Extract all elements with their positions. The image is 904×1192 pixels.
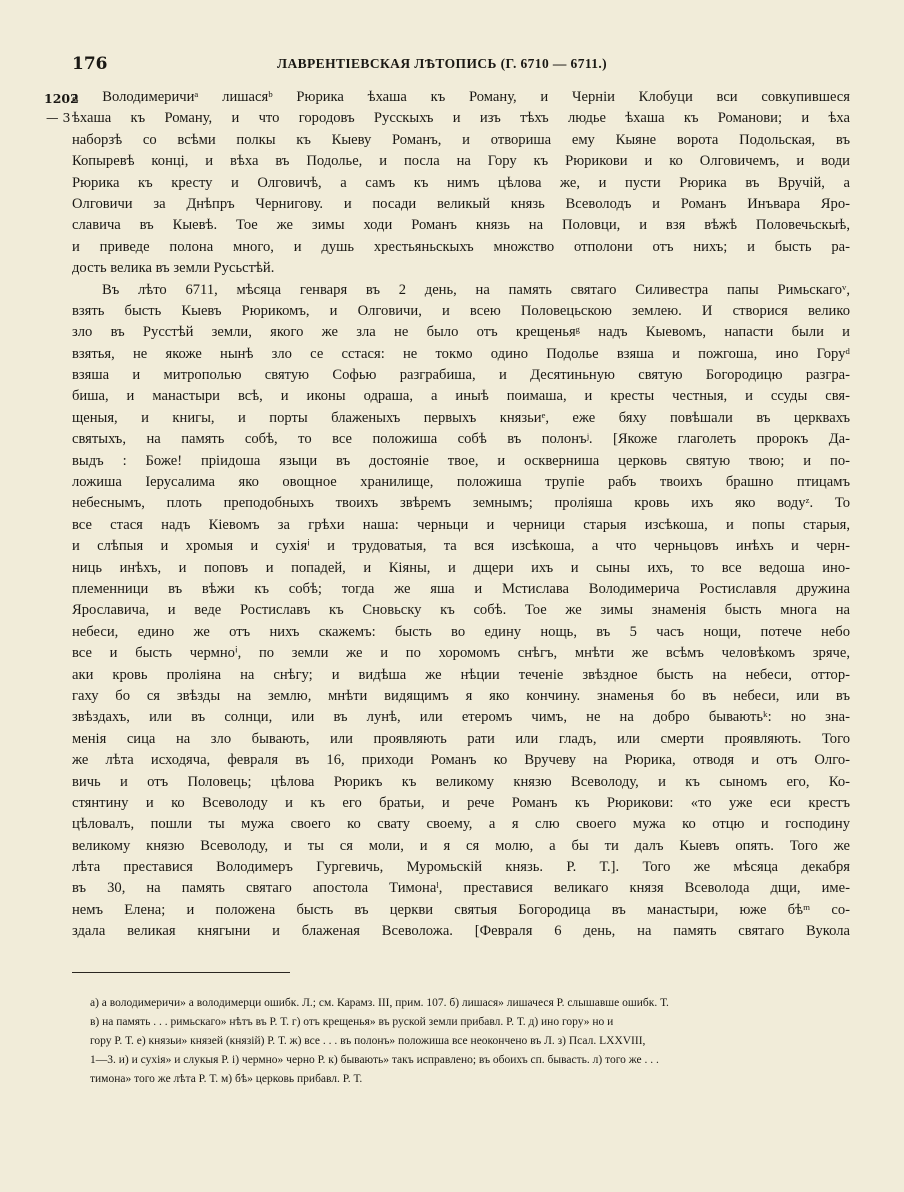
text-line: въ 30, на память святаго апостола Тимонаˡ, преставися великаго князя Всеволода дщи, име- — [72, 880, 850, 897]
footnote-line: в) на память . . . римьскаго» нѣтъ въ Р. Т. г) отъ крещенья» въ руской земли прибавл. Р. Т. д) ино гору» но и — [90, 1016, 614, 1028]
text-line: немъ Елена; и положена бысть въ церкви святыя Богородица въ манастыри, юже бѣᵐ со- — [72, 901, 850, 918]
text-line: менія сица на зло бывають, или проявляють рати или гладъ, или смерти проявляють. Того — [72, 730, 850, 747]
page-header — [72, 54, 852, 80]
text-line: Ярославича, и веде Ростиславъ къ Сновьску къ собѣ. Тое же зимы знаменія бысть многа на — [72, 602, 850, 619]
text-line: а Володимеричиᵃ лишасяᵇ Рюрика ѣхаша къ Роману, и Черніи Клобуци вси совкупившеся — [72, 89, 850, 105]
text-line: зло въ Русстѣй земли, якого же зла не было отъ крещеньяᵍ надъ Кыевомъ, напасти были и — [72, 324, 850, 341]
text-line: дость велика въ земли Русьстѣй. — [72, 260, 275, 277]
footnote-line: а) а володимеричи» а володимерци ошибк. Л.; см. Карамз. III, прим. 107. б) лишася» лишачеся Р. слышавше ошибк. Т. — [90, 997, 669, 1009]
text-line: аки кровь проліяна на снѣгу; и видѣша же нѣции теченіе звѣздное бысть на небеси, оттор- — [72, 666, 850, 683]
margin-year: 1202 — [44, 91, 79, 106]
text-line: ѣхаша къ Роману, и что городовъ Русскыхъ и изъ тѣхъ людье ѣхаша къ Романови; и ѣха — [72, 110, 850, 127]
footnote-divider — [72, 972, 290, 973]
text-line: взять бысть Кыевъ Рюрикомъ, и Олговичи, и всею Половецьскою землею. И створися велико — [72, 302, 850, 319]
text-line: стянтину и ко Всеволоду и къ его братьи, и рече Романъ къ Рюрикови: «то уже еси крестъ — [72, 794, 850, 811]
page-number: 176 — [72, 54, 108, 74]
text-line: же лѣта исходяча, февраля въ 16, приходи Романъ ко Вручеву на Рюрика, отводя и отъ Олго- — [72, 752, 850, 769]
running-title: ЛАВРЕНТІЕВСКАЯ ЛѢТОПИСЬ (Г. 6710 — 6711.) — [277, 56, 608, 71]
text-line: славича въ Кыевѣ. Тое же зимы ходи Романъ князь на Половци, и взя вѣжѣ Половечьскыѣ, — [72, 217, 850, 234]
text-line: звѣздахъ, или въ солнци, или въ лунѣ, или етеромъ чимъ, не на добро бываютьᵏ: но зна- — [72, 709, 850, 726]
text-line: Копыревѣ концi, и вѣха въ Подолье, и посла на Гору къ Рюрикови и ко Олговичемъ, и води — [72, 153, 850, 170]
text-line: святыхъ, на память собѣ, то все положиша собѣ въ полонъʲ. [Якоже глаголеть пророкъ Да- — [72, 431, 850, 448]
text-line: небеси, едино же отъ нихъ скажемъ: бысть во едину нощь, въ 5 часъ нощи, потече небо — [72, 623, 850, 640]
footnote-line: 1—3. и) и сухія» и слукыя Р. і) чермно» черно Р. к) бывають» такъ исправлено; въ обоихъ сп. бывасть. л) того же . . . — [90, 1054, 659, 1066]
text-line: взяша и митрополью святую Софью разграбиша, и Десятиньную святую Богородицю разгра- — [72, 367, 850, 384]
text-line: и приведе полона много, и душь хрестьяньскыхъ множство отполони отъ нихъ; и бысть ра- — [72, 238, 850, 255]
footnote-line: тимона» того же лѣта Р. Т. м) бѣ» церковь прибавл. Р. Т. — [90, 1073, 363, 1085]
text-line: все стася надъ Кіевомъ за грѣхи наша: черньци и черници старыя изсѣкоша, и попы старыя, — [72, 516, 850, 533]
text-line: и слѣпыя и хромыя и сухіяⁱ и трудоватыя, та вся изсѣкоша, а что черньцовъ инѣхъ и черн- — [72, 538, 850, 555]
text-line: великому князю Всеволоду, и ты ся моли, и я ся молю, а бы ти далъ Кыевъ опять. Того же — [72, 837, 850, 854]
text-line: ложиша Іерусалима яко овощное хранилище, положиша трупіе рабъ твоихъ брашно птицамъ — [72, 474, 850, 491]
text-line: биша, и манастыри всѣ, и иконы одраша, а иныѣ поимаша, и кресты честныя, и ссуды свя- — [72, 388, 850, 405]
text-line: щеныя, и книгы, и порты блаженыхъ первыхъ князьиᵉ, еже бяху повѣшали въ церквахъ — [72, 409, 850, 426]
text-line: гаху бо ся звѣзды на землю, мнѣти видящимъ я яко кончину. знаменья бо въ небеси, или въ — [72, 687, 850, 704]
text-line: племенници въ вѣжи къ собѣ; тогда же яша и Мстислава Володимерича Ростиславля дружина — [72, 580, 850, 597]
text-line: цѣловалъ, пошли ты мужа своего ко свату своему, а я слю своего мужа ко отцю и господину — [72, 816, 850, 833]
text-line: вичь и отъ Половець; цѣлова Рюрикъ къ великому князю Всеволоду, и къ сыномъ его, Ко- — [72, 773, 850, 790]
text-line: Въ лѣто 6711, мѣсяца генваря въ 2 день, на память святаго Силивестра папы Римьскагоᵛ, — [102, 281, 850, 298]
text-line: все и бысть чермноⁱ, по земли же и по хоромомъ снѣгъ, мнѣти же всѣмъ человѣкомъ зряче, — [72, 645, 850, 662]
margin-marker: — 3 — [46, 110, 71, 125]
text-line: взятья, не якоже нынѣ зло се сстася: не токмо одино Подолье взяша и пожгоша, ино Горуᵈ — [72, 345, 850, 362]
text-line: здала великая княгыни и блаженая Всеволожа. [Февраля 6 день, на память святаго Вукола — [72, 923, 850, 940]
text-line: Олговичи за Днѣпръ Чернигову. и посади великый князь Всеволодъ и Романъ Инъвара Яро- — [72, 195, 850, 212]
footnote-line: гору Р. Т. е) князьи» князей (князій) Р. Т. ж) все . . . въ полонъ» положиша все неокончено въ Л. з) Псал. LXXVIII, — [90, 1035, 646, 1047]
footnotes — [90, 994, 850, 1089]
text-line: лѣта преставися Володимеръ Гургевичь, Муромьскій князь. Р. Т.]. Того же мѣсяца декабря — [72, 859, 850, 876]
text-line: небеснымъ, плоть преподобныхъ твоихъ звѣремъ земнымъ; проліяша кровь ихъ яко водуᶻ. То — [72, 495, 850, 512]
chronicle-text — [72, 87, 850, 943]
text-line: Рюрика къ кресту и Олговичѣ, а самъ къ нимъ цѣлова же, и пусти Рюрика въ Вручій, а — [72, 174, 850, 191]
text-line: наборзѣ со всѣми полкы къ Кыеву Романъ, и отвориша ему Кыяне ворота Подольская, въ — [72, 131, 850, 148]
text-line: ниць инѣхъ, и поповъ и попадей, и Кіяны, и дщери ихъ и сыны ихъ, то все ведоша ино- — [72, 559, 850, 576]
text-line: выдъ : Боже! пріидоша языци въ достояніе твое, и оскверниша церковь святую твою; и по- — [72, 452, 850, 469]
